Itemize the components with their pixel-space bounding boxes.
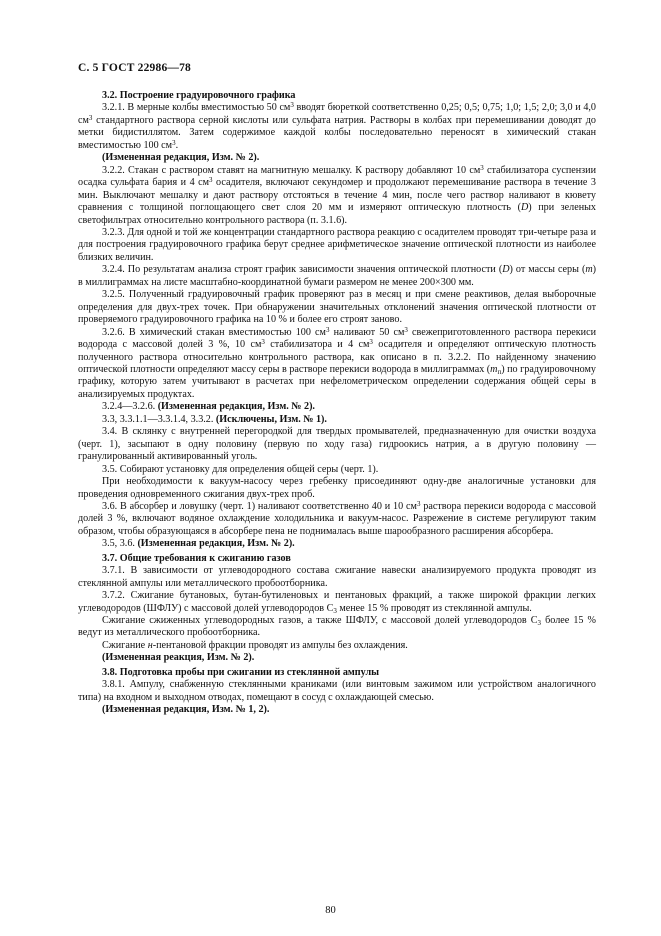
section-title-3-8: 3.8. Подготовка пробы при сжигании из стеклянной ампулы <box>102 666 380 678</box>
paragraph-3-6: 3.6. В абсорбер и ловушку (черт. 1) наливают соответственно 40 и 10 $см^3$ раствора перекиси водорода с массовой долей 3 %, включают водяное охлаждение холодильника и вакуум-насос. Разрежение в системе регулируют таким образом, чтобы образующаяся в абсорбере пена не поднималась выше шарообразного расширения абсорбера. <box>78 499 596 537</box>
paragraph-3-7-3: Сжигание сжиженных углеводородных газов, а также ШФЛУ, с массовой долей углеводородов $С_3$ более 15 % ведут из металлического пробоотборника. <box>78 615 596 639</box>
paragraph-3-7-1: 3.7.1. В зависимости от углеводородного состава сжигание навески анализируемого продукта проводят из стеклянной ампулы или металлического пробоотборника. <box>78 565 596 589</box>
paragraph-3-8-1: 3.8.1. Ампулу, снабженную стеклянными краниками (или винтовым зажимом или устройством аналогичного типа) на входном и выходном отводах, помещают в сосуд с охлаждающей смесью. <box>78 679 596 703</box>
paragraph-3-2-4: 3.2.4. По результатам анализа строят график зависимости значения оптической плотности (D) от массы серы (m) в миллиграммах на листе масштабно-координатной бумаги размером не менее 200×300 мм. <box>78 264 597 288</box>
paragraph-3-2-1: 3.2.1. В мерные колбы вместимостью 50 $см^3$ вводят бюреткой соответственно 0,25; 0,5; 0,75; 1,0; 1,5; 2,0; 3,0 и 4,0 $см^3$ стандартного раствора серной кислоты или сульфата натрия. Растворы в колбах при перемешивании доводят до метки бидистиллятом. Затем содержимое каждой колбы последовательно переносят в химический стакан вместимостью 100 $см^3$. <box>78 101 596 151</box>
exclusion-note: 3.3, 3.3.1.1—3.3.1.4, 3.3.2. (Исключены, Изм. № 1). <box>102 413 327 425</box>
page-number: 80 <box>325 905 336 916</box>
section-title-3-2: 3.2. Построение градуировочного графика <box>102 90 296 101</box>
amendment-note: (Измененная редакция, Изм. № 1, 2). <box>102 704 270 716</box>
page-header: С. 5 ГОСТ 22986—78 <box>78 62 191 74</box>
paragraph-3-4: 3.4. В склянку с внутренней перегородкой для твердых промывателей, предназначенную для очистки воздуха (черт. 1), засыпают в одну половину (первую по ходу газа) гидроокись натрия, а в другую половину — гранулированный активированный уголь. <box>78 426 596 463</box>
paragraph-3-5-continued: При необходимости к вакуум-насосу через гребенку присоединяют одну-две аналогичные установки для проведения одновременного сжигания двух-трех проб. <box>78 476 596 500</box>
amendment-note: 3.2.4—3.2.6. (Измененная редакция, Изм. № 2). <box>102 401 315 413</box>
amendment-note: 3.5, 3.6. (Измененная редакция, Изм. № 2). <box>102 538 295 550</box>
paragraph-3-2-2: 3.2.2. Стакан с раствором ставят на магнитную мешалку. К раствору добавляют 10 $см^3$ стабилизатора суспензии осадка сульфата бария и 4 $см^3$ осадителя, включают секундомер и продолжают перемешивание раствора в течение 3 мин. Выключают мешалку и дают раствору отстояться в течение 4 мин, после чего раствор наливают в кювету сравнения с толщиной поглощающего свет слоя 20 мм и измеряют оптическую плотность (D) при зеленых светофильтрах относительно контрольного раствора (п. 3.1.6). <box>78 163 596 226</box>
paragraph-3-2-3: 3.2.3. Для одной и той же концентрации стандартного раствора реакцию с осадителем проводят три-четыре раза и для построения градуировочного графика берут среднее арифметическое значение оптической плотности из наиболее близких величин. <box>78 226 596 263</box>
paragraph-3-5: 3.5. Собирают установку для определения общей серы (черт. 1). <box>102 463 379 475</box>
paragraph-3-2-6: 3.2.6. В химический стакан вместимостью 100 $см^3$ наливают 50 $см^3$ свежеприготовленного раствора перекиси водорода с массовой долей 3 %, 10 $см^3$ стабилизатора и 4 $см^3$ осадителя и определяют оптическую плотность полученного раствора относительно контрольного раствора, как описано в п. 3.2.2. По найденному значению оптической плотности определяют массу серы в растворе перекиси водорода в миллиграммах $(m_п)$ по градуировочному графику, которую затем учитывают в расчетах при нефелометрическом определении содержания общей серы в анализируемых продуктах. <box>78 325 597 400</box>
paragraph-3-2-5: 3.2.5. Полученный градуировочный график проверяют раз в месяц и при смене реактивов, делая выборочные определения для двух-трех точек. При обнаружении значительных отклонений значения оптической плотности от проверяемого градуировочного графика на 10 % и более его строят заново. <box>78 289 596 326</box>
amendment-note: (Измененная редакция, Изм. № 2). <box>102 152 260 164</box>
section-title-3-7: 3.7. Общие требования к сжиганию газов <box>102 552 291 564</box>
document-body <box>78 88 596 717</box>
amendment-note: (Измененная реакция, Изм. № 2). <box>102 652 255 664</box>
paragraph-3-7-2: 3.7.2. Сжигание бутановых, бутан-бутиленовых и пентановых фракций, а также широкой фракции легких углеводородов (ШФЛУ) с массовой долей углеводородов $С_3$ менее 15 % проводят из стеклянной ампулы. <box>78 590 596 615</box>
paragraph-3-7-4: Сжигание н-пентановой фракции проводят из ампулы без охлаждения. <box>102 639 408 651</box>
